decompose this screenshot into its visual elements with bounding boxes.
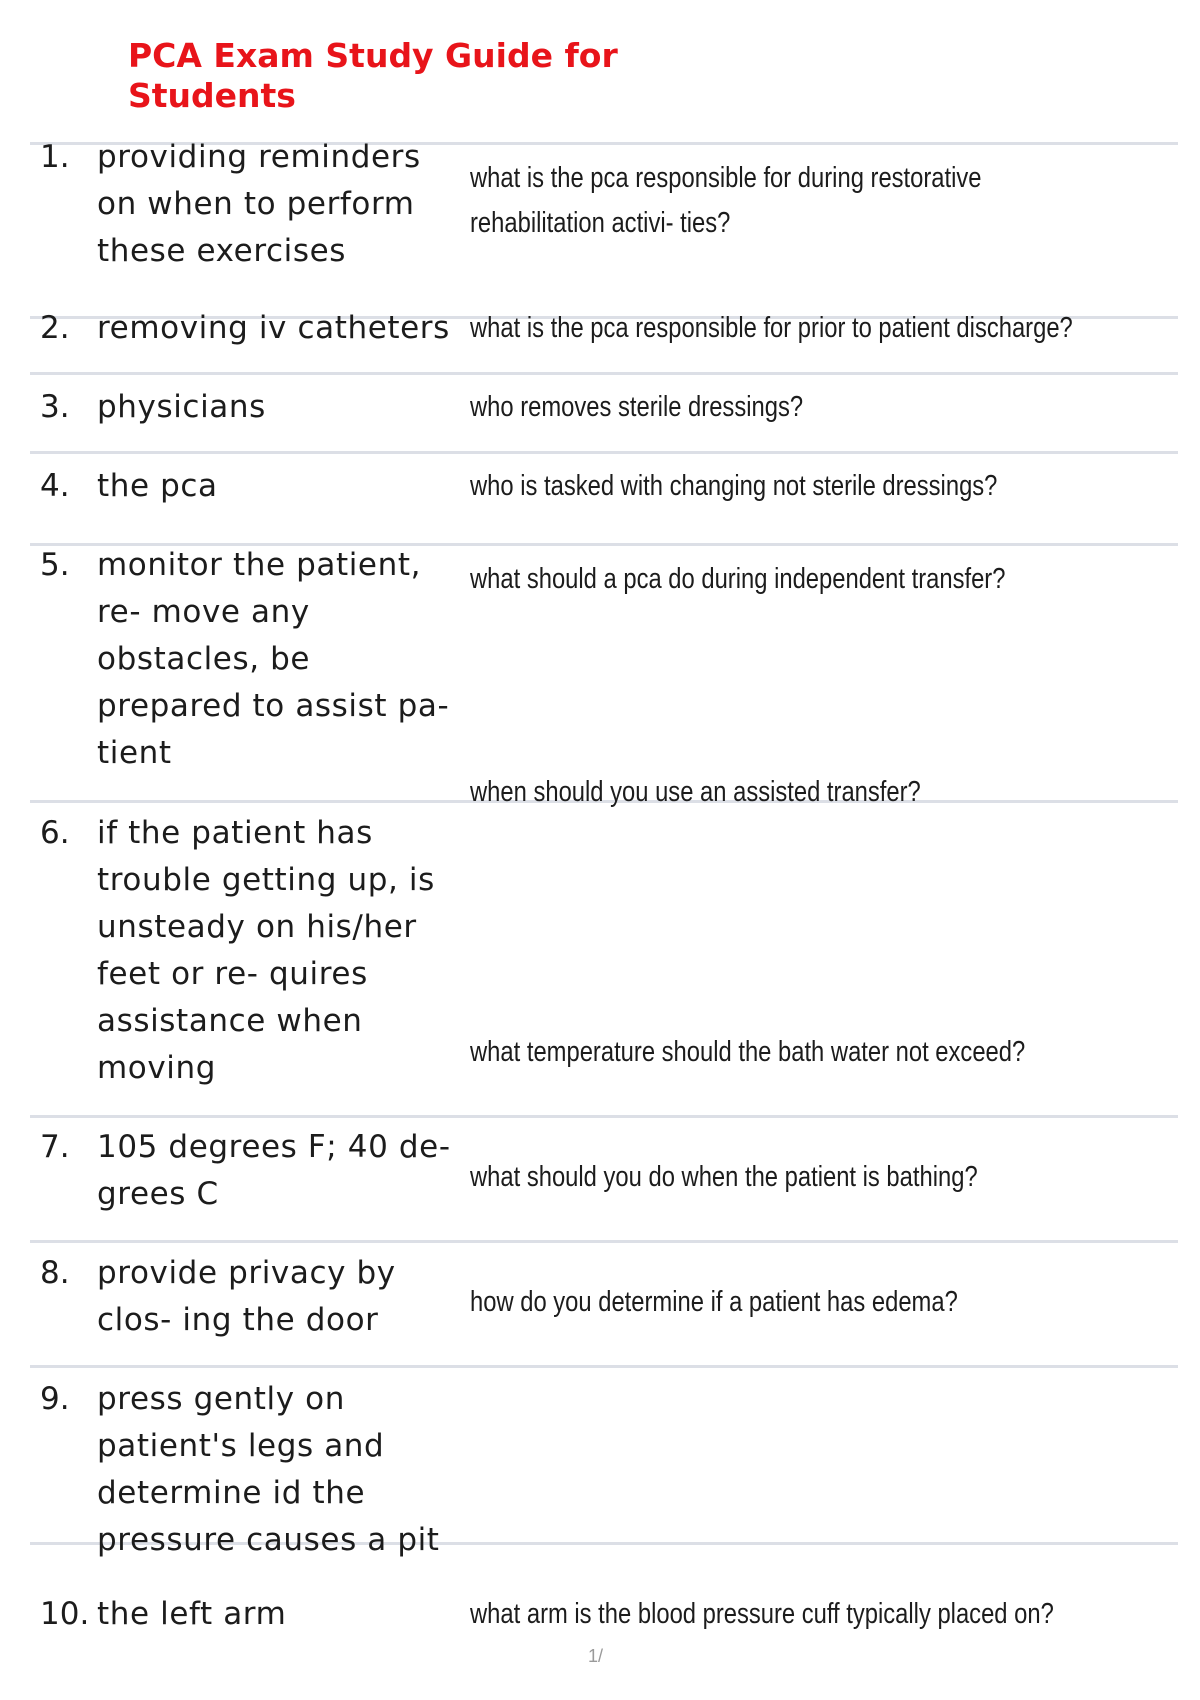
question-text: what should a pca do during independent transfer? — [470, 563, 1006, 595]
row-divider — [30, 1365, 1178, 1368]
item-number: 9. — [40, 1381, 70, 1417]
item-number: 2. — [40, 310, 70, 346]
item-number: 4. — [40, 468, 70, 504]
page-title: PCA Exam Study Guide for Students — [128, 36, 618, 115]
answer-text: press gently on patient's legs and determine id the pressure causes a pit — [97, 1381, 440, 1558]
answer-text: provide privacy by clos- ing the door — [97, 1255, 396, 1338]
answer-text: physicians — [97, 389, 266, 425]
item-number: 8. — [40, 1255, 70, 1291]
answer-text: providing reminders on when to perform these exercises — [97, 139, 421, 269]
question-text: how do you determine if a patient has edema? — [470, 1286, 958, 1318]
question-text: what should you do when the patient is bathing? — [470, 1161, 978, 1193]
item-number: 10. — [40, 1596, 90, 1632]
row-divider — [30, 1240, 1178, 1243]
row-divider — [30, 1115, 1178, 1118]
question-text: when should you use an assisted transfer? — [470, 776, 921, 808]
answer-text: 105 degrees F; 40 de- grees C — [97, 1129, 451, 1212]
item-number: 3. — [40, 389, 70, 425]
item-number: 5. — [40, 547, 70, 583]
question-text: what is the pca responsible for prior to patient discharge? — [470, 312, 1073, 344]
item-number: 6. — [40, 815, 70, 851]
answer-text: monitor the patient, re- move any obstacles, be prepared to assist pa- tient — [97, 547, 450, 771]
item-number: 1. — [40, 139, 70, 175]
answer-text: if the patient has trouble getting up, is unsteady on his/her feet or re- quires assistance when moving — [97, 815, 435, 1086]
page-number: 1/ — [588, 1646, 604, 1666]
row-divider — [30, 372, 1178, 375]
question-text: what temperature should the bath water not exceed? — [470, 1036, 1026, 1068]
answer-text: the pca — [97, 468, 218, 504]
question-text: what is the pca responsible for during restorative rehabilitation activi- ties? — [470, 162, 982, 239]
question-text: what arm is the blood pressure cuff typically placed on? — [470, 1598, 1054, 1630]
question-text: who is tasked with changing not sterile dressings? — [470, 470, 998, 502]
row-divider — [30, 451, 1178, 454]
answer-text: the left arm — [97, 1596, 287, 1632]
question-text: who removes sterile dressings? — [470, 391, 804, 423]
answer-text: removing iv catheters — [97, 310, 450, 346]
item-number: 7. — [40, 1129, 70, 1165]
